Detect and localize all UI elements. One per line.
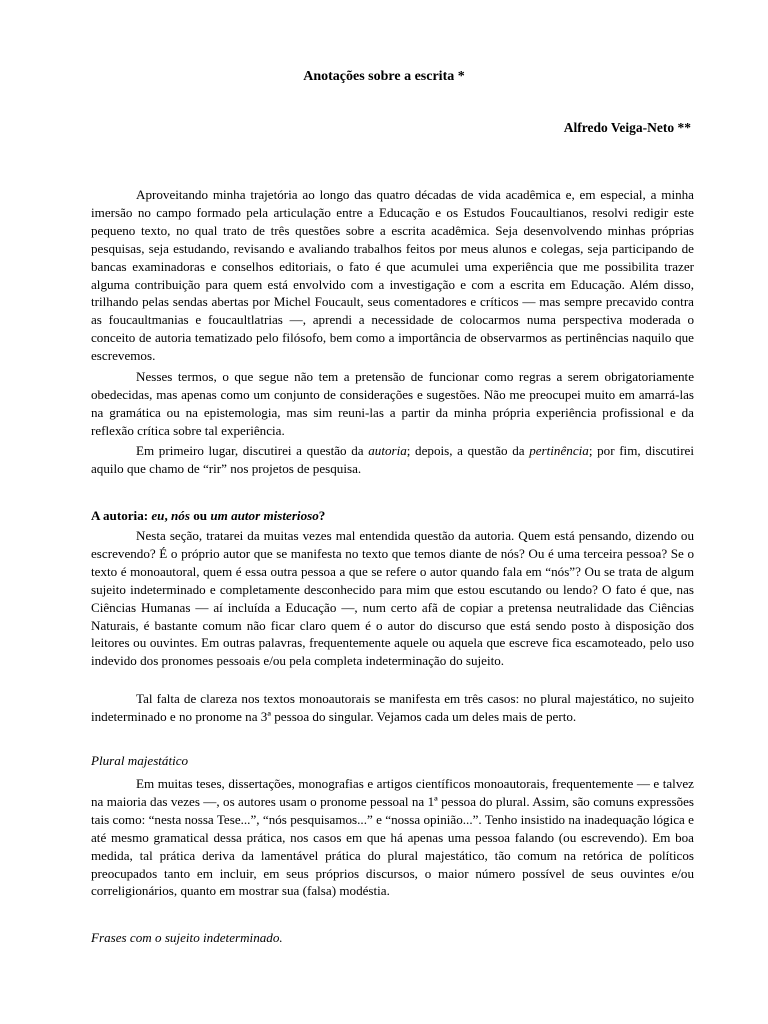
intro-paragraph-2: Nesses termos, o que segue não tem a pretensão de funcionar como regras a serem obrigatoriamente obedecidas, mas apenas como um conjunto de considerações e sugestões. Não me preocupei muito em amarrá-las na gramática ou na epistemologia, mas sim reuni-las a partir da minha própria experiência profissional e da reflexão crítica sobre tal experiência. xyxy=(91,369,694,438)
subsection-title-plural-majestatico: Plural majestático xyxy=(91,753,189,768)
document-title: Anotações sobre a escrita * xyxy=(303,69,465,84)
heading-term-nos: nós xyxy=(171,508,190,523)
section-paragraph-1: Nesta seção, tratarei da muitas vezes mal entendida questão da autoria. Quem está pensando, dizendo ou escrevendo? É o próprio autor que se manifesta no texto que temos diante de nós? Ou é uma terceira pessoa? Se o texto é monoautoral, quem é essa outra pessoa a que se refere o autor quando fala em “nós”? Ou se trata de algum sujeito indeterminado e completamente desconhecido para mim que estou escutando ou lendo? O fato é que, nas Ciências Humanas — aí incluída a Educação —, num certo afã de copiar a pretensa neutralidade das Ciências Naturais, é bastante comum não ficar claro quem é o autor do discurso que está sendo posto à disposição dos leitores ou ouvintes. Em outras palavras, frequentemente aquele ou aquela que escreve fica escamoteado, pelo uso indevido dos pronomes pessoais e/ou pela completa indeterminação do sujeito. xyxy=(91,528,694,669)
section-paragraph-2: Tal falta de clareza nos textos monoautorais se manifesta em três casos: no plural majestático, no sujeito indeterminado e no pronome na 3ª pessoa do singular. Vejamos cada um deles mais de perto. xyxy=(91,691,694,724)
section-heading-autoria xyxy=(91,507,325,525)
text-segment: ; depois, a questão da xyxy=(406,443,530,458)
heading-term-autor-misterioso: um autor misterioso xyxy=(210,508,319,523)
heading-suffix: ? xyxy=(318,508,326,523)
heading-term-eu: eu xyxy=(151,508,165,523)
intro-paragraph-3 xyxy=(91,442,694,478)
heading-separator: , xyxy=(164,508,172,523)
text-segment: ; por fim, discutirei aquilo que chamo de “rir” nos projetos de pesquisa. xyxy=(91,443,695,476)
heading-prefix: A autoria: xyxy=(91,508,152,523)
text-segment: Em primeiro lugar, discutirei a questão da xyxy=(136,443,369,458)
emphasis-autoria: autoria xyxy=(368,443,407,458)
intro-paragraph-1: Aproveitando minha trajetória ao longo das quatro décadas de vida acadêmica e, em especial, a minha imersão no campo formado pela articulação entre a Educação e os Estudos Foucaultianos, resolvi redigir este pequeno texto, no qual trato de três questões sobre a escrita acadêmica. Seja desenvolvendo minhas próprias pesquisas, seja estudando, revisando e avaliando trabalhos feitos por meus alunos e colegas, seja participando de bancas examinadoras e conselhos editoriais, o fato é que acumulei uma experiência que me possibilita trazer alguma contribuição para quem está envolvido com a investigação e com a escrita em Educação. Além disso, trilhando pelas sendas abertas por Michel Foucault, seus comentadores e críticos — mas sempre precavido contra as foucaultmanias e foucaultlatrias —, aprendi a necessidade de colocarmos numa perspectiva moderada o conceito de autoria tematizado pelo filósofo, bem como a importância de observarmos as pertinências naquilo que escrevemos. xyxy=(91,187,694,364)
subsection-paragraph-1: Em muitas teses, dissertações, monografias e artigos científicos monoautorais, frequentemente — e talvez na maioria das vezes —, os autores usam o pronome pessoal na 1ª pessoa do plural. Assim, são comuns expressões tais como: “nesta nossa Tese...”, “nós pesquisamos...” e “nossa opinião...”. Tenho insistido na inadequação lógica e até mesmo gramatical dessa prática, nos casos em que há apenas uma pessoa falando (ou escrevendo). Em boa medida, tal prática deriva da lamentável prática do plural majestático, tão comum na retórica de políticos preocupados tanto em incluir, em seus próprios discursos, o maior número possível de seus ouvintes e/ou correligionários, quanto em mostrar sua (falsa) modéstia. xyxy=(91,776,694,899)
author-name: Alfredo Veiga-Neto ** xyxy=(563,120,691,135)
emphasis-pertinencia: pertinência xyxy=(529,443,589,458)
subsection-title-sujeito-indeterminado: Frases com o sujeito indeterminado. xyxy=(91,930,283,945)
heading-separator: ou xyxy=(189,508,211,523)
